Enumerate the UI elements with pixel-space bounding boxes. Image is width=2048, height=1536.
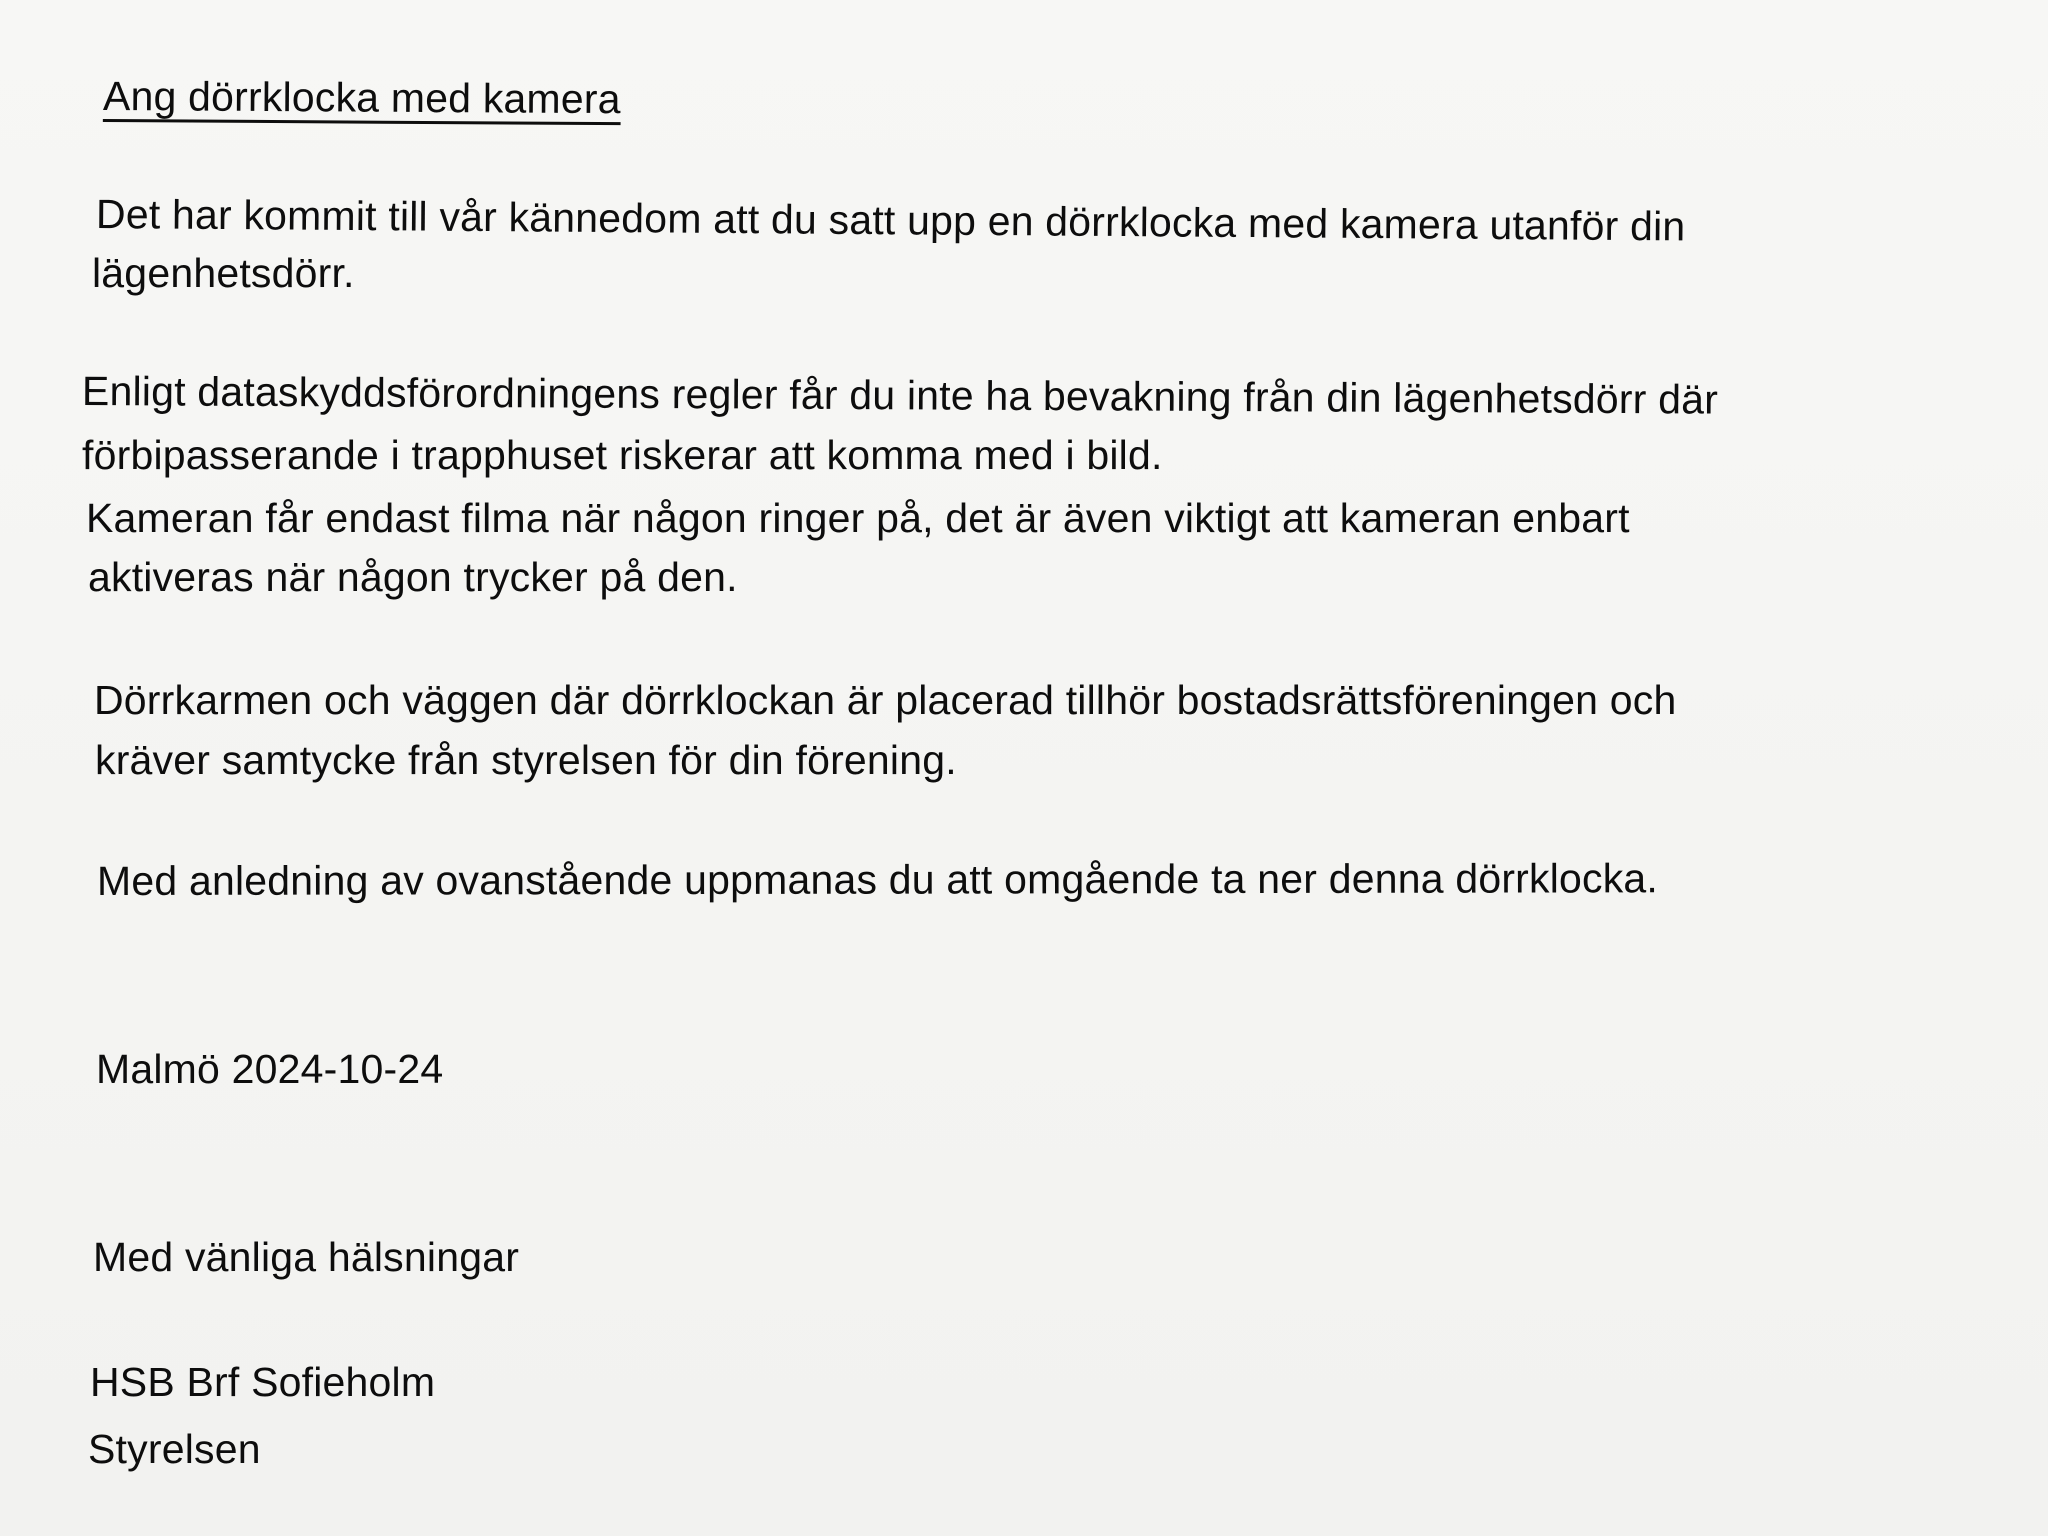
place-and-date: Malmö 2024-10-24 [96, 1046, 444, 1092]
signature-department: Styrelsen [88, 1426, 261, 1472]
paragraph-3-line-2: kräver samtycke från styrelsen för din förening. [95, 737, 957, 783]
paragraph-2-line-2: förbipasserande i trapphuset riskerar att komma med i bild. [82, 432, 1163, 478]
paragraph-3-line-1: Dörrkarmen och väggen där dörrklockan är placerad tillhör bostadsrättsföreningen och [94, 677, 1677, 723]
paragraph-2-line-4: aktiveras när någon trycker på den. [88, 554, 738, 600]
paragraph-1-line-2: lägenhetsdörr. [92, 250, 355, 296]
paragraph-2-line-1: Enligt dataskyddsförordningens regler får du inte ha bevakning från din lägenhetsdörr där [81, 368, 1719, 423]
signature-organization: HSB Brf Sofieholm [90, 1359, 436, 1405]
paragraph-2-line-3: Kameran får endast filma när någon ringer på, det är även viktigt att kameran enbart [86, 495, 1630, 541]
paragraph-4-line-1: Med anledning av ovanstående uppmanas du att omgående ta ner denna dörrklocka. [96, 855, 1659, 904]
paragraph-1-line-1: Det har kommit till vår kännedom att du satt upp en dörrklocka med kamera utanför din [95, 191, 1686, 250]
closing-greeting: Med vänliga hälsningar [93, 1234, 520, 1280]
letter-heading: Ang dörrklocka med kamera [102, 73, 621, 123]
